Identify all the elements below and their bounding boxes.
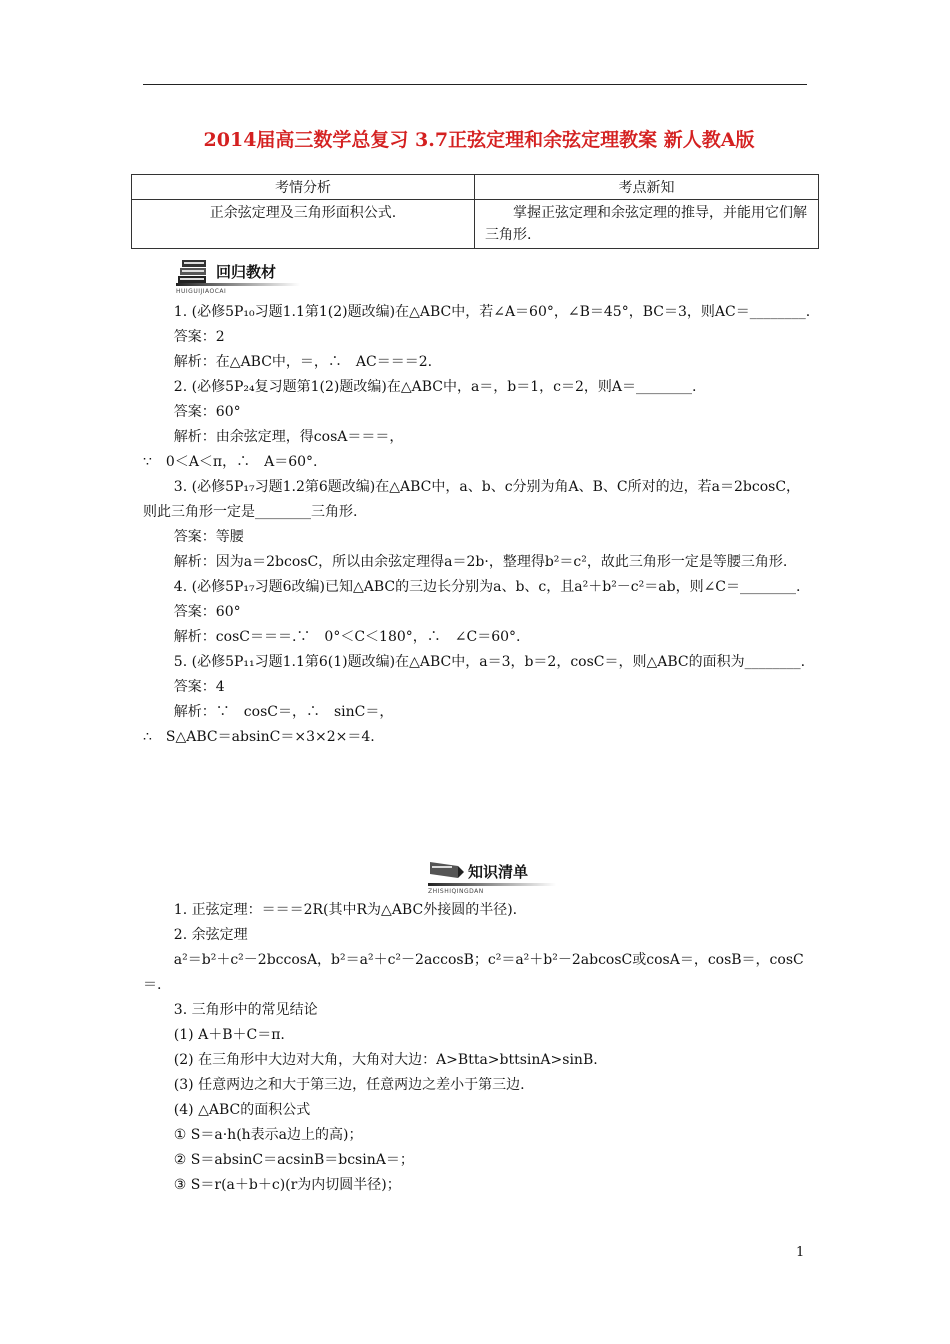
conclusion-2: (2) 在三角形中大边对大角，大角对大边：A>Btta>bttsinA>sinB. — [173, 1052, 598, 1068]
conclusion-3: (3) 任意两边之和大于第三边，任意两边之差小于第三边. — [173, 1077, 525, 1093]
conclusion-4: (4) △ABC的面积公式 — [173, 1102, 311, 1118]
area-formula-2: ② S＝absinC＝acsinB＝bcsinA＝； — [173, 1152, 414, 1168]
solution-4: 解析：cosC＝＝＝.∵ 0°＜C＜180°，∴ ∠C＝60°. — [173, 629, 521, 645]
answer-3: 答案：等腰 — [173, 529, 244, 545]
section-label-review: 回归教材 — [216, 263, 277, 281]
solution-1: 解析：在△ABC中，＝，∴ AC＝＝＝2. — [173, 354, 433, 370]
pencil-icon — [428, 856, 464, 886]
answer-2: 答案：60° — [173, 404, 241, 420]
knowledge-item-2: 2. 余弦定理 — [173, 927, 248, 943]
area-formula-1: ① S＝a·h(h表示a边上的高)； — [173, 1127, 363, 1143]
banner-underline — [176, 283, 300, 286]
header-rule — [143, 84, 807, 85]
knowledge-formula: a²＝b²＋c²－2bccosA，b²＝a²＋c²－2accosB；c²＝a²＋b²－2abcosC或cosA＝，cosB＝，cosC＝. — [143, 952, 804, 993]
books-icon — [176, 256, 212, 286]
answer-4: 答案：60° — [173, 604, 241, 620]
solution-2: 解析：由余弦定理，得cosA＝＝＝， — [173, 429, 404, 445]
solution-3: 解析：因为a＝2bcosC，所以由余弦定理得a＝2b·，整理得b²＝c²，故此三角形一定是等腰三角形. — [173, 554, 788, 570]
review-section — [143, 300, 813, 750]
solution-5-cont: ∴ S△ABC＝absinC＝×3×2×＝4. — [143, 729, 375, 745]
answer-1: 答案：2 — [173, 329, 225, 345]
table-header-knowledge: 考点新知 — [475, 175, 819, 200]
table-cell-analysis: 正余弦定理及三角形面积公式. — [132, 200, 475, 249]
question-3: 3. (必修5P₁₇习题1.2第6题改编)在△ABC中，a、b、c分别为角A、B、C所对的边，若a＝2bcosC，则此三角形一定是________三角形. — [143, 479, 801, 520]
section-label-knowledge: 知识清单 — [468, 863, 529, 881]
table-header-analysis: 考情分析 — [132, 175, 475, 200]
question-1: 1. (必修5P₁₀习题1.1第1(2)题改编)在△ABC中，若∠A＝60°，∠B＝45°，BC＝3，则AC＝________. — [173, 304, 811, 320]
table-header-row — [132, 175, 819, 200]
table-row — [132, 200, 819, 249]
knowledge-section — [143, 898, 813, 1198]
page-number: 1 — [796, 1245, 805, 1260]
question-2: 2. (必修5P₂₄复习题第1(2)题改编)在△ABC中，a＝，b＝1，c＝2，则A＝________. — [173, 379, 697, 395]
section-sub-knowledge: ZHISHIQINGDAN — [428, 888, 484, 895]
solution-5: 解析：∵ cosC＝，∴ sinC＝， — [173, 704, 394, 720]
answer-5: 答案：4 — [173, 679, 225, 695]
knowledge-item-1: 1. 正弦定理：＝＝＝2R(其中R为△ABC外接圆的半径). — [173, 902, 518, 918]
conclusion-1: (1) A＋B＋C＝π. — [173, 1027, 285, 1043]
table-cell-knowledge: 掌握正弦定理和余弦定理的推导，并能用它们解三角形. — [475, 200, 819, 249]
document-title: 2014届高三数学总复习 3.7正弦定理和余弦定理教案 新人教A版 — [203, 129, 755, 151]
solution-2-cont: ∵ 0＜A＜π，∴ A＝60°. — [143, 454, 318, 470]
area-formula-3: ③ S＝r(a＋b＋c)(r为内切圆半径)； — [173, 1177, 401, 1193]
banner-underline — [428, 883, 556, 886]
question-4: 4. (必修5P₁₇习题6改编)已知△ABC的三边长分别为a、b、c，且a²＋b²－c²＝ab，则∠C＝________. — [173, 579, 801, 595]
section-banner-review — [176, 252, 300, 295]
section-sub-review: HUIGUIJIAOCAI — [176, 288, 227, 295]
knowledge-item-3: 3. 三角形中的常见结论 — [173, 1002, 318, 1018]
question-5: 5. (必修5P₁₁习题1.1第6(1)题改编)在△ABC中，a＝3，b＝2，cosC＝，则△ABC的面积为________. — [173, 654, 806, 670]
section-banner-knowledge — [428, 852, 556, 895]
analysis-table — [131, 174, 819, 249]
